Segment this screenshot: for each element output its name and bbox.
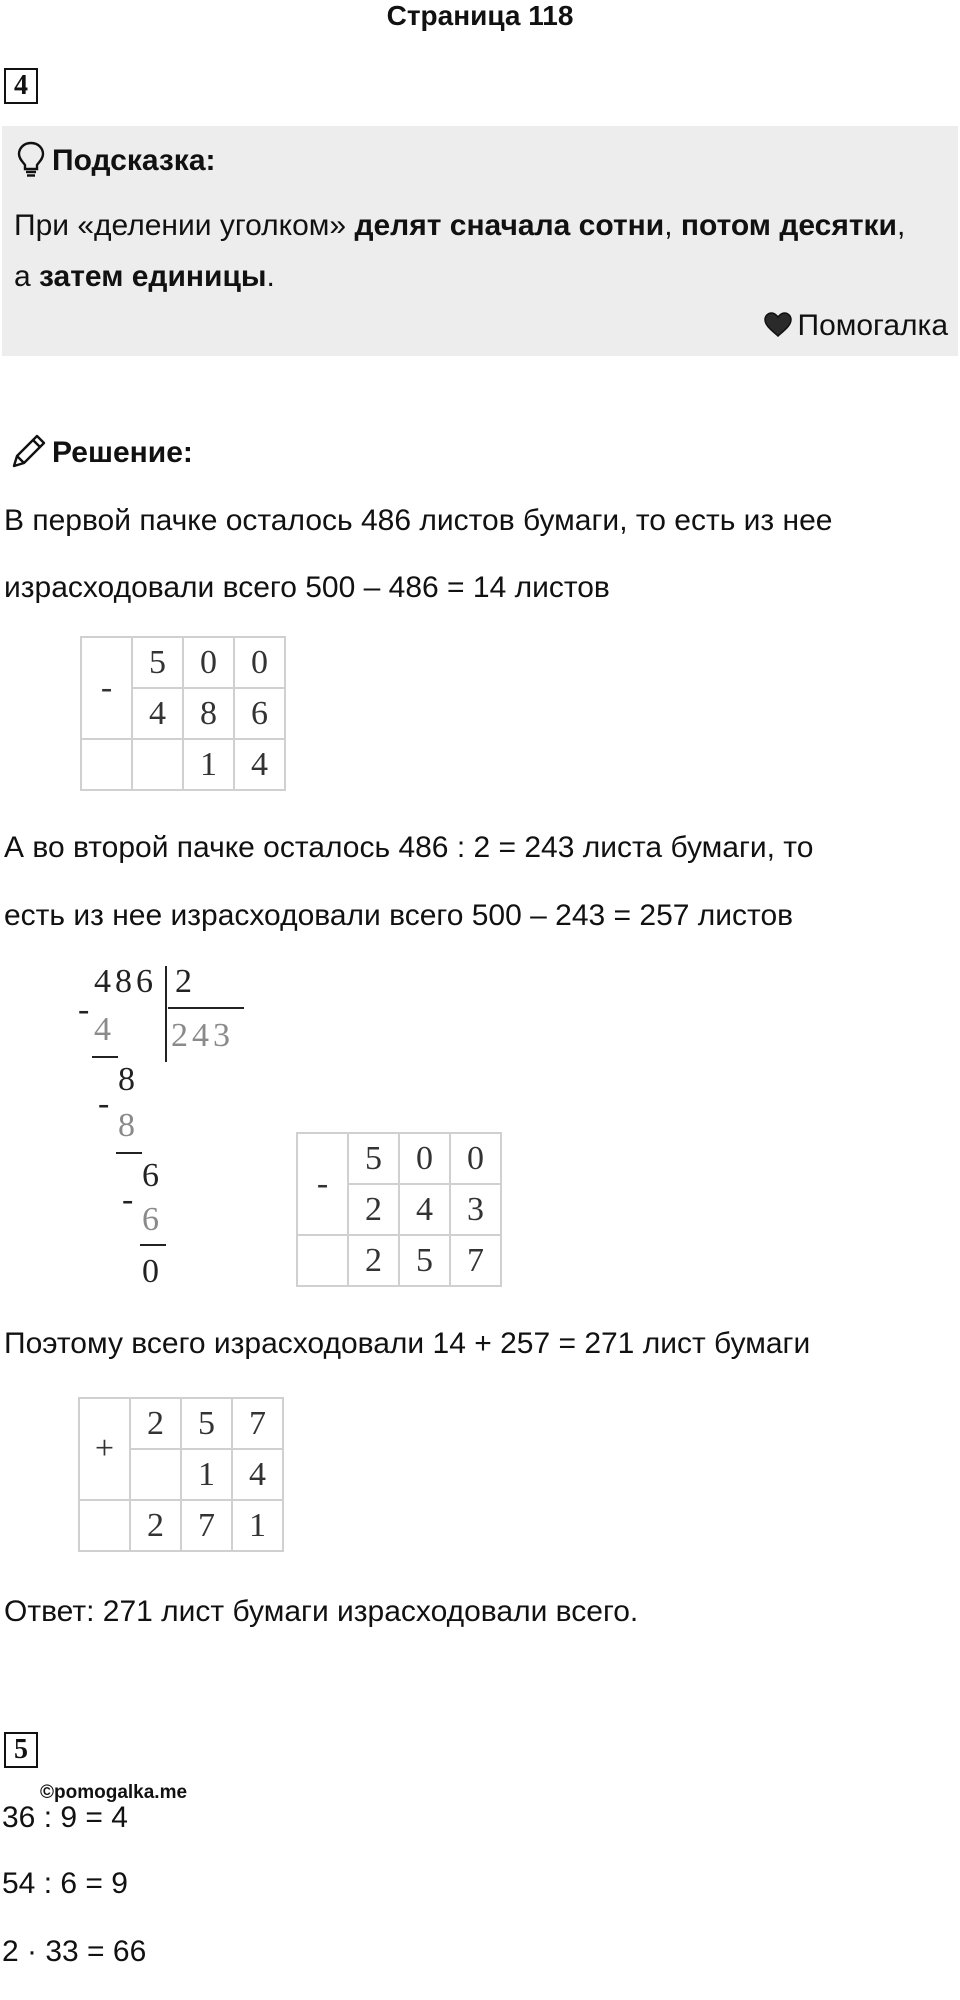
subtraction-table-2: [296, 1132, 502, 1287]
equation-2: 54 : 6 = 9: [2, 1867, 128, 1900]
digit-cell: 5: [348, 1133, 399, 1184]
digit-cell: 3: [450, 1184, 501, 1235]
page-title: Страница 118: [386, 0, 574, 31]
solution-line-5: Поэтому всего израсходовали 14 + 257 = 271 лист бумаги: [4, 1327, 811, 1360]
solution-title: Решение:: [52, 436, 193, 469]
watermark: ©pomogalka.me: [40, 1782, 188, 1803]
equation-1: 36 : 9 = 4: [2, 1801, 128, 1834]
quotient: 243: [171, 1017, 234, 1054]
division-vertical-line: [165, 966, 167, 1062]
divisor-underline: [168, 1007, 244, 1009]
digit-cell: 5: [181, 1398, 232, 1449]
solution-header: [10, 432, 193, 471]
digit-cell: 8: [183, 688, 234, 739]
operation-sign: -: [81, 637, 132, 739]
result-row: [81, 739, 285, 790]
result-row: [297, 1235, 501, 1286]
digit-cell: [79, 1500, 130, 1551]
digit-cell: 1: [181, 1449, 232, 1500]
digit-cell: 0: [399, 1133, 450, 1184]
digit-cell: [81, 739, 132, 790]
hint-bold-3: затем единицы: [39, 260, 267, 293]
hint-bold-1: делят сначала сотни: [354, 209, 665, 242]
digit-cell: 2: [348, 1184, 399, 1235]
digit-cell: 1: [232, 1500, 283, 1551]
subtrahend-2: 8: [118, 1107, 135, 1144]
subtraction-table-1: [80, 636, 286, 791]
heart-icon: [764, 312, 792, 338]
digit-cell: 4: [234, 739, 285, 790]
digit-cell: [297, 1235, 348, 1286]
minus-sign: -: [98, 1085, 110, 1122]
minus-sign: -: [122, 1181, 134, 1218]
digit-cell: 4: [132, 688, 183, 739]
digit-cell: 0: [183, 637, 234, 688]
digit-cell: [130, 1449, 181, 1500]
remainder-2: 6: [142, 1157, 159, 1194]
hint-title: Подсказка:: [52, 144, 216, 177]
digit-cell: 7: [450, 1235, 501, 1286]
hint-text-1: При «делении уголком»: [14, 209, 355, 242]
lightbulb-icon: [16, 140, 46, 178]
digit-cell: 7: [232, 1398, 283, 1449]
digit-cell: 4: [232, 1449, 283, 1500]
digit-cell: 5: [132, 637, 183, 688]
minus-sign: -: [78, 991, 90, 1028]
division-line-3: [140, 1244, 166, 1246]
hint-text-2: ,: [664, 209, 681, 242]
remainder-1: 8: [118, 1061, 135, 1098]
solution-line-1: В первой пачке осталось 486 листов бумаги, то есть из нее: [4, 504, 833, 537]
digit-cell: 0: [234, 637, 285, 688]
digit-cell: 1: [183, 739, 234, 790]
hint-bold-2: потом десятки: [680, 209, 897, 242]
digit-cell: [132, 739, 183, 790]
long-division: [72, 960, 262, 1260]
division-line-2: [116, 1152, 142, 1154]
answer-line: Ответ: 271 лист бумаги израсходовали всего.: [4, 1595, 639, 1628]
digit-cell: 2: [348, 1235, 399, 1286]
hint-text-4: .: [266, 260, 275, 293]
solution-line-2: израсходовали всего 500 – 486 = 14 листов: [4, 571, 610, 604]
operation-sign: -: [297, 1133, 348, 1235]
digit-cell: 2: [130, 1398, 181, 1449]
pencil-icon: [10, 432, 48, 470]
digit-cell: 7: [181, 1500, 232, 1551]
digit-cell: 0: [450, 1133, 501, 1184]
solution-line-4: есть из нее израсходовали всего 500 – 243 = 257 листов: [4, 899, 794, 932]
subtrahend-1: 4: [94, 1011, 111, 1048]
table-row: [297, 1133, 501, 1184]
hint-header: [16, 140, 216, 179]
hint-text: [14, 200, 914, 302]
addition-table: [78, 1397, 284, 1552]
result-row: [79, 1500, 283, 1551]
solution-line-3: А во второй пачке осталось 486 : 2 = 243 листа бумаги, то: [4, 831, 814, 864]
digit-cell: 5: [399, 1235, 450, 1286]
operation-sign: +: [79, 1398, 130, 1500]
division-line-1: [92, 1056, 118, 1058]
brand-name: Помогалка: [797, 309, 948, 342]
hint-text-3: , а: [14, 209, 906, 293]
table-row: [81, 637, 285, 688]
task-number-5: 5: [4, 1732, 38, 1768]
subtrahend-3: 6: [142, 1201, 159, 1238]
table-row: [79, 1398, 283, 1449]
dividend: 486: [94, 963, 157, 1000]
digit-cell: 4: [399, 1184, 450, 1235]
equation-3: 2 · 33 = 66: [2, 1935, 147, 1968]
digit-cell: 2: [130, 1500, 181, 1551]
remainder-3: 0: [142, 1253, 159, 1290]
digit-cell: 6: [234, 688, 285, 739]
divisor: 2: [175, 963, 192, 1000]
task-number-4: 4: [4, 68, 38, 104]
hint-brand: [764, 308, 949, 344]
